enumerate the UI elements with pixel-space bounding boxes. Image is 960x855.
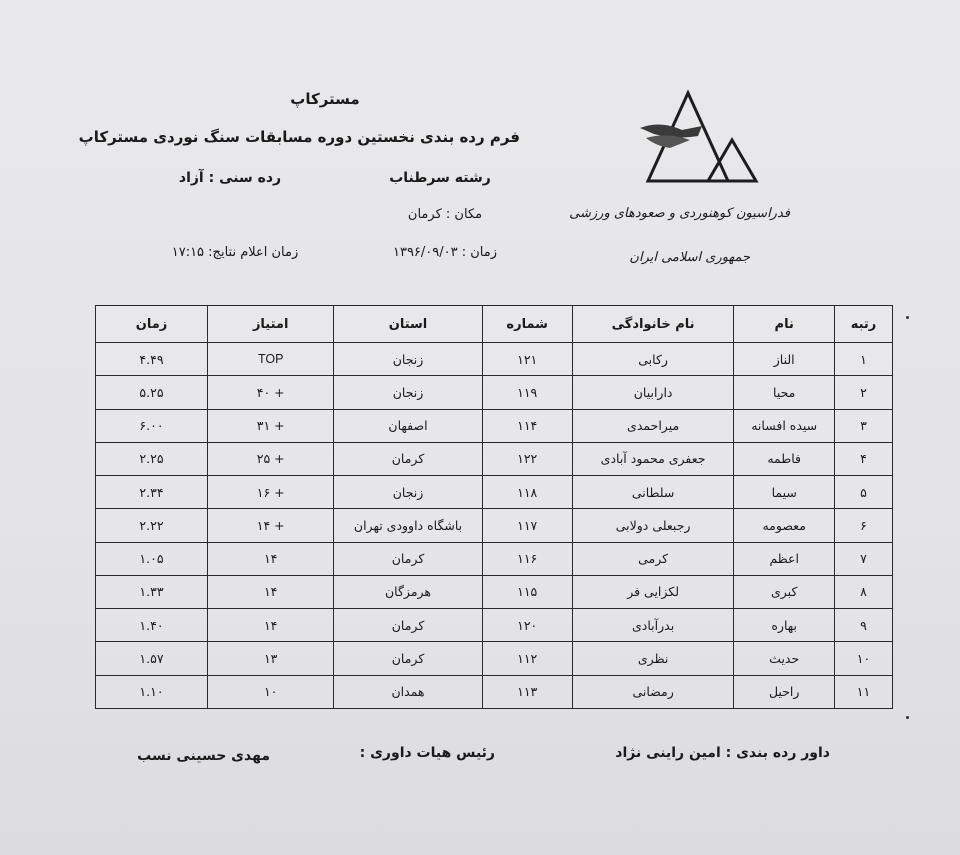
- cell-time: ۵.۲۵: [96, 376, 208, 409]
- header-family-name: نام خانوادگی: [572, 306, 734, 343]
- cell-score: + ۱۶: [207, 476, 333, 509]
- table-row: [96, 409, 893, 442]
- paper-mark: [906, 716, 909, 719]
- table-row: [96, 609, 893, 642]
- cell-time: ۴.۴۹: [96, 343, 208, 376]
- cell-number: ۱۱۳: [482, 675, 572, 708]
- cell-name: راحیل: [734, 675, 835, 708]
- cell-rank: ۲: [834, 376, 892, 409]
- cell-time: ۱.۱۰: [96, 675, 208, 708]
- cell-number: ۱۱۲: [482, 642, 572, 675]
- cell-province: کرمان: [334, 642, 482, 675]
- cell-province: کرمان: [334, 442, 482, 475]
- mountain-logo-icon: [610, 88, 790, 198]
- cell-rank: ۵: [834, 476, 892, 509]
- cell-score: ۱۳: [207, 642, 333, 675]
- cell-province: زنجان: [334, 343, 482, 376]
- cell-family-name: دارابیان: [572, 376, 734, 409]
- age-category-label: رده سنی : آزاد: [178, 170, 282, 186]
- results-time-label: زمان اعلام نتایج: ۱۷:۱۵: [171, 245, 299, 260]
- cell-name: محیا: [734, 376, 835, 409]
- cell-number: ۱۲۲: [482, 442, 572, 475]
- document-subtitle: فرم رده بندی نخستین دوره مسابقات سنگ نوردی مسترکاپ: [78, 128, 520, 146]
- cell-score: + ۱۴: [207, 509, 333, 542]
- cell-rank: ۷: [834, 542, 892, 575]
- cell-province: همدان: [334, 675, 482, 708]
- table-header-row: [96, 306, 893, 343]
- discipline-label: رشته سرطناب: [389, 170, 491, 186]
- cell-rank: ۱: [834, 343, 892, 376]
- cell-family-name: جعفری محمود آبادی: [572, 442, 734, 475]
- cell-rank: ۴: [834, 442, 892, 475]
- cell-family-name: سلطانی: [572, 476, 734, 509]
- cell-number: ۱۲۱: [482, 343, 572, 376]
- cell-time: ۱.۳۳: [96, 575, 208, 608]
- cell-rank: ۶: [834, 509, 892, 542]
- table-row: [96, 575, 893, 608]
- cell-time: ۶.۰۰: [96, 409, 208, 442]
- table-row: [96, 509, 893, 542]
- cell-name: معصومه: [734, 509, 835, 542]
- cell-number: ۱۱۶: [482, 542, 572, 575]
- cell-name: سیما: [734, 476, 835, 509]
- paper-mark: [906, 316, 909, 319]
- cell-score: + ۲۵: [207, 442, 333, 475]
- cell-family-name: میراحمدی: [572, 409, 734, 442]
- cell-family-name: بدرآبادی: [572, 609, 734, 642]
- cell-score: ۱۴: [207, 609, 333, 642]
- cell-name: الناز: [734, 343, 835, 376]
- jury-head-label: رئیس هیات داوری :: [359, 745, 495, 761]
- cell-name: اعظم: [734, 542, 835, 575]
- table-row: [96, 642, 893, 675]
- cell-family-name: رجبعلی دولابی: [572, 509, 734, 542]
- header-province: استان: [334, 306, 482, 343]
- table-row: [96, 376, 893, 409]
- cell-score: ۱۰: [207, 675, 333, 708]
- cell-name: کبری: [734, 575, 835, 608]
- cell-rank: ۱۱: [834, 675, 892, 708]
- cell-score: + ۴۰: [207, 376, 333, 409]
- cell-province: باشگاه داوودی تهران: [334, 509, 482, 542]
- header-name: نام: [734, 306, 835, 343]
- cell-province: کرمان: [334, 542, 482, 575]
- table-row: [96, 476, 893, 509]
- cell-time: ۲.۲۵: [96, 442, 208, 475]
- place-label: مکان : کرمان: [407, 207, 483, 222]
- cell-score: ۱۴: [207, 542, 333, 575]
- date-label: زمان : ۱۳۹۶/۰۹/۰۳: [392, 245, 498, 260]
- cell-time: ۲.۲۲: [96, 509, 208, 542]
- cell-score: TOP: [207, 343, 333, 376]
- header-rank: رتبه: [834, 306, 892, 343]
- cell-number: ۱۱۹: [482, 376, 572, 409]
- cell-time: ۱.۵۷: [96, 642, 208, 675]
- logo-text-line1: فدراسیون کوهنوردی و صعودهای ورزشی: [569, 206, 790, 221]
- logo-text-line2: جمهوری اسلامی ایران: [629, 250, 750, 265]
- cell-family-name: رکابی: [572, 343, 734, 376]
- cell-time: ۱.۰۵: [96, 542, 208, 575]
- cell-number: ۱۱۴: [482, 409, 572, 442]
- results-table: [95, 305, 893, 709]
- jury-head-name: مهدی حسینی نسب: [137, 748, 270, 764]
- federation-logo: [569, 88, 790, 288]
- cell-score: + ۳۱: [207, 409, 333, 442]
- cell-name: بهاره: [734, 609, 835, 642]
- cell-province: زنجان: [334, 376, 482, 409]
- cell-family-name: نظری: [572, 642, 734, 675]
- cell-time: ۲.۳۴: [96, 476, 208, 509]
- cell-rank: ۱۰: [834, 642, 892, 675]
- header-score: امتیاز: [207, 306, 333, 343]
- cell-province: کرمان: [334, 609, 482, 642]
- table-row: [96, 343, 893, 376]
- header-number: شماره: [482, 306, 572, 343]
- table-row: [96, 442, 893, 475]
- cell-province: هرمزگان: [334, 575, 482, 608]
- cell-number: ۱۱۷: [482, 509, 572, 542]
- cell-name: حدیث: [734, 642, 835, 675]
- cell-name: فاطمه: [734, 442, 835, 475]
- table-row: [96, 675, 893, 708]
- document-title: مسترکاپ: [290, 90, 360, 108]
- ranking-judge: داور رده بندی : امین راینی نژاد: [615, 745, 830, 761]
- cell-score: ۱۴: [207, 575, 333, 608]
- cell-family-name: لکزایی فر: [572, 575, 734, 608]
- cell-province: اصفهان: [334, 409, 482, 442]
- table-row: [96, 542, 893, 575]
- cell-rank: ۸: [834, 575, 892, 608]
- cell-province: زنجان: [334, 476, 482, 509]
- header-time: زمان: [96, 306, 208, 343]
- cell-name: سیده افسانه: [734, 409, 835, 442]
- cell-family-name: رمضانی: [572, 675, 734, 708]
- cell-number: ۱۱۵: [482, 575, 572, 608]
- cell-time: ۱.۴۰: [96, 609, 208, 642]
- cell-number: ۱۲۰: [482, 609, 572, 642]
- cell-rank: ۳: [834, 409, 892, 442]
- cell-family-name: کرمی: [572, 542, 734, 575]
- cell-rank: ۹: [834, 609, 892, 642]
- cell-number: ۱۱۸: [482, 476, 572, 509]
